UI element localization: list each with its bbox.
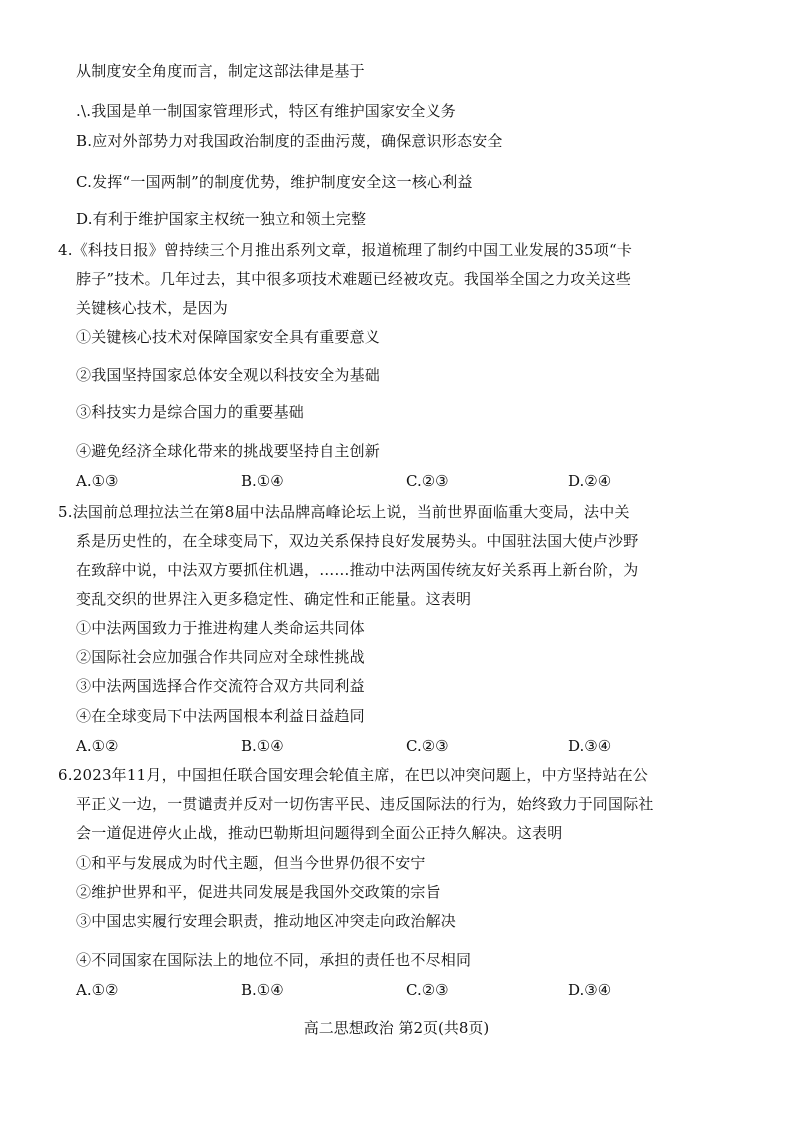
q6-stem-line-2: 平正义一边，一贯谴责并反对一切伤害平民、违反国际法的行为，始终致力于同国际社: [76, 795, 654, 813]
q6-stem-line-3: 会一道促进停火止战，推动巴勒斯坦问题得到全面公正持久解决。这表明: [76, 824, 563, 842]
q3-option-b: B.应对外部势力对我国政治制度的歪曲污蔑，确保意识形态安全: [76, 132, 503, 150]
q6-item-2: ②维护世界和平，促进共同发展是我国外交政策的宗旨: [76, 883, 441, 901]
q6-choice-a: A.①②: [76, 981, 119, 999]
q6-item-4: ④不同国家在国际法上的地位不同，承担的责任也不尽相同: [76, 951, 472, 969]
q5-choice-d: D.③④: [568, 737, 612, 755]
q4-choice-a: A.①③: [76, 472, 119, 490]
q3-option-d: D.有利于维护国家主权统一独立和领土完整: [76, 210, 367, 228]
q3-option-a: .\.我国是单一制国家管理形式，特区有维护国家安全义务: [76, 102, 456, 120]
q5-item-4: ④在全球变局下中法两国根本利益日益趋同: [76, 707, 365, 725]
q4-choice-c: C.②③: [406, 472, 449, 490]
q5-choice-a: A.①②: [76, 737, 119, 755]
q4-item-3: ③科技实力是综合国力的重要基础: [76, 403, 305, 421]
q3-option-c: C.发挥“一国两制”的制度优势，维护制度安全这一核心利益: [76, 173, 473, 191]
q6-choice-b: B.①④: [241, 981, 284, 999]
q4-stem-line-3: 关键核心技术，是因为: [76, 299, 229, 317]
q5-stem-line-4: 变乱交织的世界注入更多稳定性、确定性和正能量。这表明: [76, 590, 472, 608]
q5-item-1: ①中法两国致力于推进构建人类命运共同体: [76, 619, 365, 637]
q5-item-2: ②国际社会应加强合作共同应对全球性挑战: [76, 648, 365, 666]
q4-choice-b: B.①④: [241, 472, 284, 490]
q5-choices: [76, 736, 696, 756]
q4-item-2: ②我国坚持国家总体安全观以科技安全为基础: [76, 366, 381, 384]
q6-choice-c: C.②③: [406, 981, 449, 999]
q5-stem-line-1: 5.法国前总理拉法兰在第8届中法品牌高峰论坛上说，当前世界面临重大变局，法中关: [58, 503, 630, 521]
q5-item-3: ③中法两国选择合作交流符合双方共同利益: [76, 677, 365, 695]
q4-choice-d: D.②④: [568, 472, 612, 490]
page-footer: 高二思想政治 第2页(共8页): [303, 1019, 490, 1037]
q4-stem-line-1: 4.《科技日报》曾持续三个月推出系列文章，报道梳理了制约中国工业发展的35项“卡: [58, 241, 633, 259]
q5-choice-b: B.①④: [241, 737, 284, 755]
q6-item-1: ①和平与发展成为时代主题，但当今世界仍很不安宁: [76, 854, 426, 872]
q4-item-4: ④避免经济全球化带来的挑战要坚持自主创新: [76, 442, 381, 460]
q4-stem-line-2: 脖子”技术。几年过去，其中很多项技术难题已经被攻克。我国举全国之力攻关这些: [76, 270, 632, 288]
q6-item-3: ③中国忠实履行安理会职责，推动地区冲突走向政治解决: [76, 912, 457, 930]
q6-choice-d: D.③④: [568, 981, 612, 999]
q6-stem-line-1: 6.2023年11月，中国担任联合国安理会轮值主席，在巴以冲突问题上，中方坚持站在公: [58, 766, 648, 784]
q3-stem-tail: 从制度安全角度而言，制定这部法律是基于: [76, 62, 365, 80]
q5-stem-line-2: 系是历史性的，在全球变局下，双边关系保持良好发展势头。中国驻法国大使卢沙野: [76, 532, 639, 550]
q6-choices: [76, 980, 696, 1000]
q4-choices: [76, 471, 696, 491]
q4-item-1: ①关键核心技术对保障国家安全具有重要意义: [76, 328, 381, 346]
q5-choice-c: C.②③: [406, 737, 449, 755]
q5-stem-line-3: 在致辞中说，中法双方要抓住机遇，……推动中法两国传统友好关系再上新台阶，为: [76, 561, 639, 579]
